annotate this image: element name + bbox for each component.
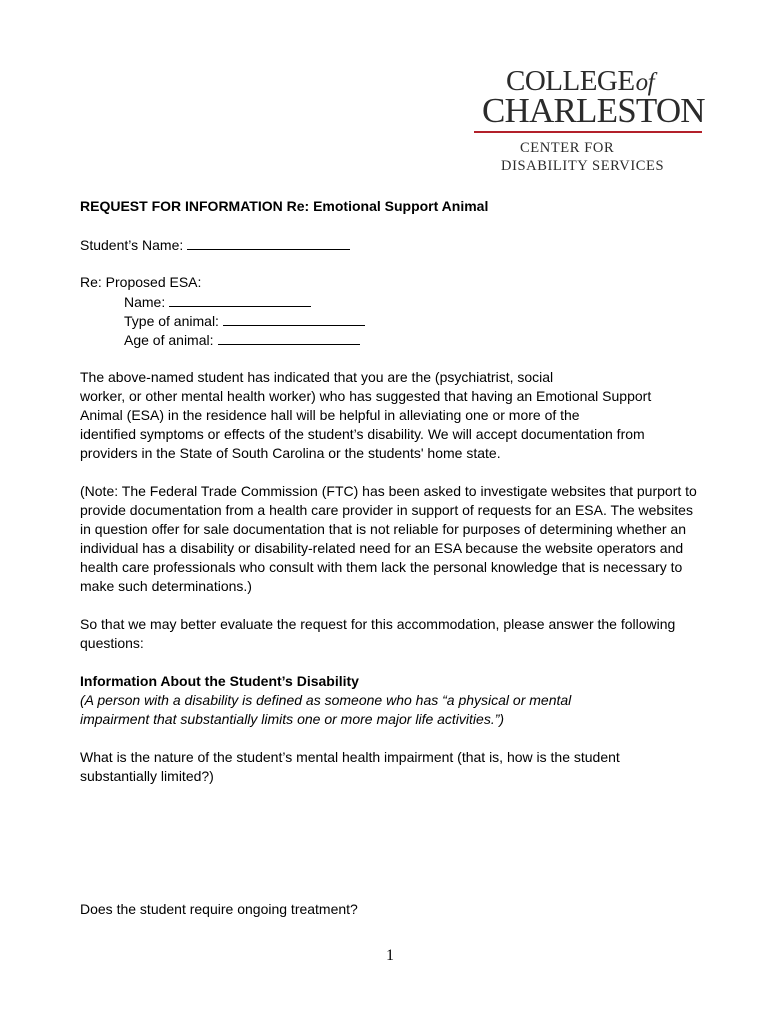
evaluate-line: So that we may better evaluate the request for this accommodation, please answer the following — [80, 616, 676, 632]
form-title: REQUEST FOR INFORMATION Re: Emotional Support Animal — [80, 198, 489, 214]
esa-name-row — [124, 292, 311, 312]
note-line: health care professionals who consult with them lack the personal knowledge that is necessary to — [80, 559, 683, 575]
esa-age-field[interactable] — [218, 330, 360, 345]
esa-age-label: Age of animal: — [124, 332, 214, 348]
intro-line: providers in the State of South Carolina or the students' home state. — [80, 445, 501, 461]
evaluate-line: questions: — [80, 635, 144, 651]
note-line: (Note: The Federal Trade Commission (FTC) has been asked to investigate websites that purport to — [80, 483, 697, 499]
note-line: in question offer for sale documentation that is not reliable for purposes of determining whether an — [80, 521, 686, 537]
esa-type-field[interactable] — [223, 311, 365, 326]
esa-name-label: Name: — [124, 294, 166, 310]
intro-line: Animal (ESA) in the residence hall will be helpful in alleviating one or more of the — [80, 407, 580, 423]
intro-line: worker, or other mental health worker) who has suggested that having an Emotional Support — [80, 388, 652, 404]
section-heading: Information About the Student’s Disability — [80, 673, 359, 689]
note-line: individual has a disability or disability-related need for an ESA because the website operators and — [80, 540, 684, 556]
logo-line2: CHARLESTON — [482, 91, 705, 130]
intro-line: identified symptoms or effects of the student’s disability. We will accept documentation from — [80, 426, 645, 442]
college-of-charleston-logo — [474, 66, 704, 178]
definition-line: (A person with a disability is defined as someone who has “a physical or mental — [80, 692, 572, 708]
esa-type-label: Type of animal: — [124, 313, 219, 329]
esa-type-row — [124, 311, 365, 331]
question-1-line: substantially limited?) — [80, 768, 214, 784]
definition-line: impairment that substantially limits one or more major life activities.”) — [80, 711, 505, 727]
question-2: Does the student require ongoing treatment? — [80, 901, 358, 917]
intro-line: The above-named student has indicated that you are the (psychiatrist, social — [80, 369, 554, 385]
esa-name-field[interactable] — [169, 292, 311, 307]
logo-divider — [474, 131, 702, 133]
esa-label: Re: Proposed ESA: — [80, 274, 202, 290]
page-number: 1 — [386, 947, 394, 964]
student-name-label: Student’s Name: — [80, 237, 184, 253]
student-name-field[interactable] — [187, 235, 350, 250]
logo-line1: COLLEGEof — [506, 65, 655, 97]
note-line: provide documentation from a health care provider in support of requests for an ESA. The websites — [80, 502, 693, 518]
logo-subline2: DISABILITY SERVICES — [501, 158, 665, 174]
student-name-row — [80, 235, 350, 255]
note-line: make such determinations.) — [80, 578, 252, 594]
logo-subline1: CENTER FOR — [520, 140, 615, 156]
esa-age-row — [124, 330, 360, 350]
question-1-line: What is the nature of the student’s mental health impairment (that is, how is the student — [80, 749, 620, 765]
